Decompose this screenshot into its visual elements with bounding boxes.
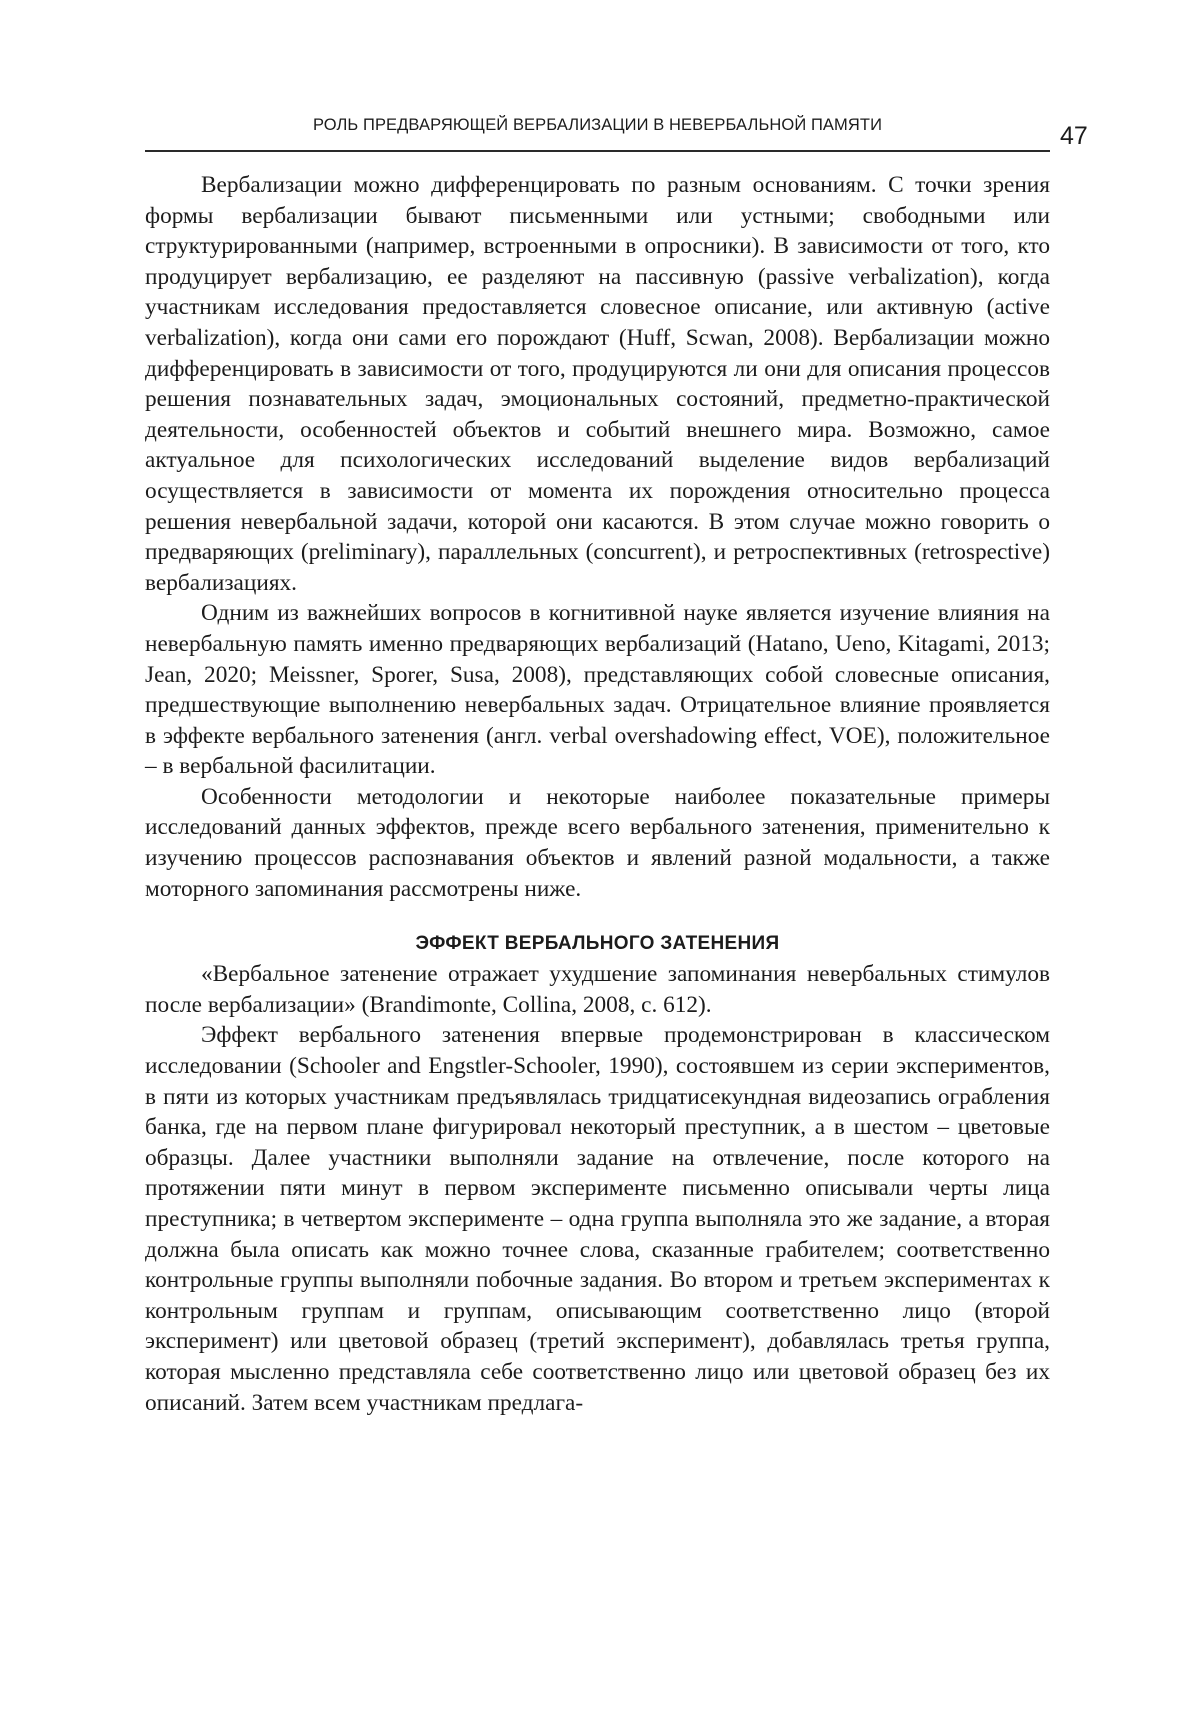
body-paragraph: Вербализации можно дифференцировать по разным основаниям. С точки зрения формы вербализации бывают письменными или устными; свободными или структурированными (например, встроенными в опросники). В зависимости от того, кто продуцирует вербализацию, ее разделяют на пассивную (passive verbalization), когда участникам исследования предоставляется словесное описание, или активную (active verbalization), когда они сами его порождают (Huff, Scwan, 2008). Вербализации можно дифференцировать в зависимости от того, продуцируются ли они для описания процессов решения познавательных задач, эмоциональных состояний, предметно-практической деятельности, особенностей объектов и событий внешнего мира. Возможно, самое актуальное для психологических исследований выделение видов вербализаций осуществляется в зависимости от момента их порождения относительно процесса решения невербальной задачи, которой они касаются. В этом случае можно говорить о предваряющих (preliminary), параллельных (concurrent), и ретроспективных (retrospective) вербализациях. [145,172,1050,596]
body-paragraph: Одним из важнейших вопросов в когнитивной науке является изучение влияния на невербальную память именно предваряющих вербализаций (Hatano, Ueno, Kitagami, 2013; Jean, 2020; Meissner, Sporer, Susa, 2008), представляющих собой словесные описания, предшествующие выполнению невербальных задач. Отрицательное влияние проявляется в эффекте вербального затенения (англ. verbal overshadowing effect, VOE), положительное – в вербальной фасилитации. [145,600,1050,780]
running-title: РОЛЬ ПРЕДВАРЯЮЩЕЙ ВЕРБАЛИЗАЦИИ В НЕВЕРБАЛЬНОЙ ПАМЯТИ [312,116,883,134]
section-paragraph: «Вербальное затенение отражает ухудшение запоминания невербальных стимулов после вербализации» (Brandimonte, Collina, 2008, c. 612). [145,961,1050,1018]
running-header [145,114,1050,152]
section-paragraph: Эффект вербального затенения впервые продемонстрирован в классическом исследовании (Schooler and Engstler-Schooler, 1990), состоявшем из серии экспериментов, в пяти из которых участникам предъявлялась тридцатисекундная видеозапись ограбления банка, где на первом плане фигурировал некоторый преступник, а в шестом – цветовые образцы. Далее участники выполняли задание на отвлечение, после которого на протяжении пяти минут в первом эксперименте письменно описывали черты лица преступника; в четвертом эксперименте – одна группа выполняла это же задание, а вторая должна была описать как можно точнее слова, сказанные грабителем; соответственно контрольные группы выполняли побочные задания. Во втором и третьем экспериментах к контрольным группам и группам, описывающим соответственно лицо (второй эксперимент) или цветовой образец (третий эксперимент), добавлялась третья группа, которая мысленно представляла себе соответственно лицо или цветовой образец без их описаний. Затем всем участникам предлага- [145,1022,1050,1416]
section-heading: ЭФФЕКТ ВЕРБАЛЬНОГО ЗАТЕНЕНИЯ [415,933,780,955]
body-paragraph: Особенности методологии и некоторые наиболее показательные примеры исследований данных эффектов, прежде всего вербального затенения, применительно к изучению процессов распознавания объектов и явлений разной модальности, а также моторного запоминания рассмотрены ниже. [145,783,1050,902]
page-content [145,170,1050,1418]
page-number: 47 [1060,122,1088,150]
